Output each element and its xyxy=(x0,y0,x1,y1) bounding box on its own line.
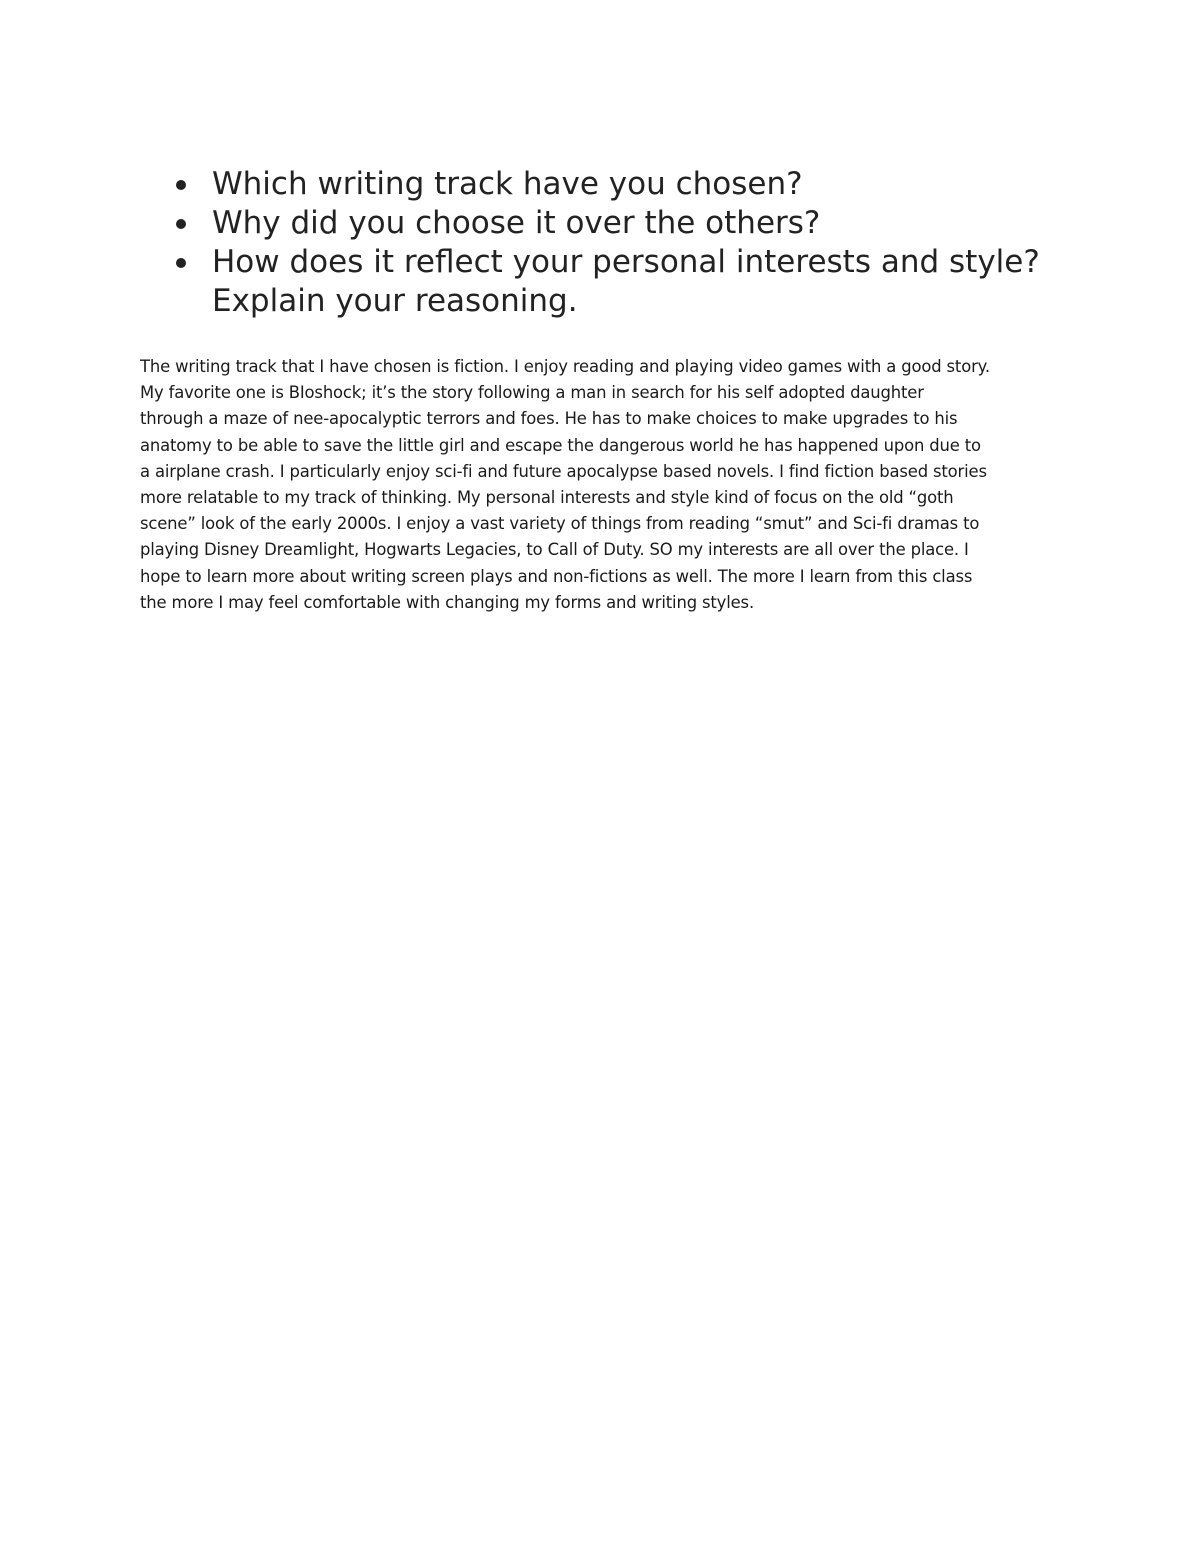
answer-line: the more I may feel comfortable with changing my forms and writing styles. xyxy=(140,592,755,612)
question-list xyxy=(174,165,1054,321)
question-text: Why did you choose it over the others? xyxy=(212,205,821,241)
answer-line: anatomy to be able to save the little girl and escape the dangerous world he has happened upon due to xyxy=(140,435,981,455)
question-text: Which writing track have you chosen? xyxy=(212,166,803,202)
answer-line: My favorite one is BIoshock; it’s the story following a man in search for his self adopted daughter xyxy=(140,383,924,403)
answer-line: through a maze of nee-apocalyptic terrors and foes. He has to make choices to make upgrades to his xyxy=(140,409,958,429)
answer-line: The writing track that I have chosen is fiction. I enjoy reading and playing video games with a good story. xyxy=(140,357,990,376)
answer-line: hope to learn more about writing screen plays and non-fictions as well. The more I learn from this class xyxy=(140,566,973,586)
answer-line: more relatable to my track of thinking. My personal interests and style kind of focus on the old “goth xyxy=(140,488,954,508)
question-item xyxy=(174,165,1054,204)
answer-line: a airplane crash. I particularly enjoy sci-fi and future apocalypse based novels. I find fiction based stories xyxy=(140,461,987,481)
question-text: How does it reflect your personal interests and style? Explain your reasoning. xyxy=(212,244,1040,319)
bullet-icon xyxy=(176,180,186,190)
bullet-icon xyxy=(176,219,186,229)
bullet-icon xyxy=(176,258,186,268)
answer-line: scene” look of the early 2000s. I enjoy a vast variety of things from reading “smut” and Sci-fi dramas to xyxy=(140,514,980,534)
answer-paragraph xyxy=(140,354,1065,616)
question-item xyxy=(174,204,1054,243)
answer-line: playing Disney Dreamlight, Hogwarts Legacies, to Call of Duty. SO my interests are all over the place. I xyxy=(140,540,969,560)
question-item xyxy=(174,243,1054,321)
